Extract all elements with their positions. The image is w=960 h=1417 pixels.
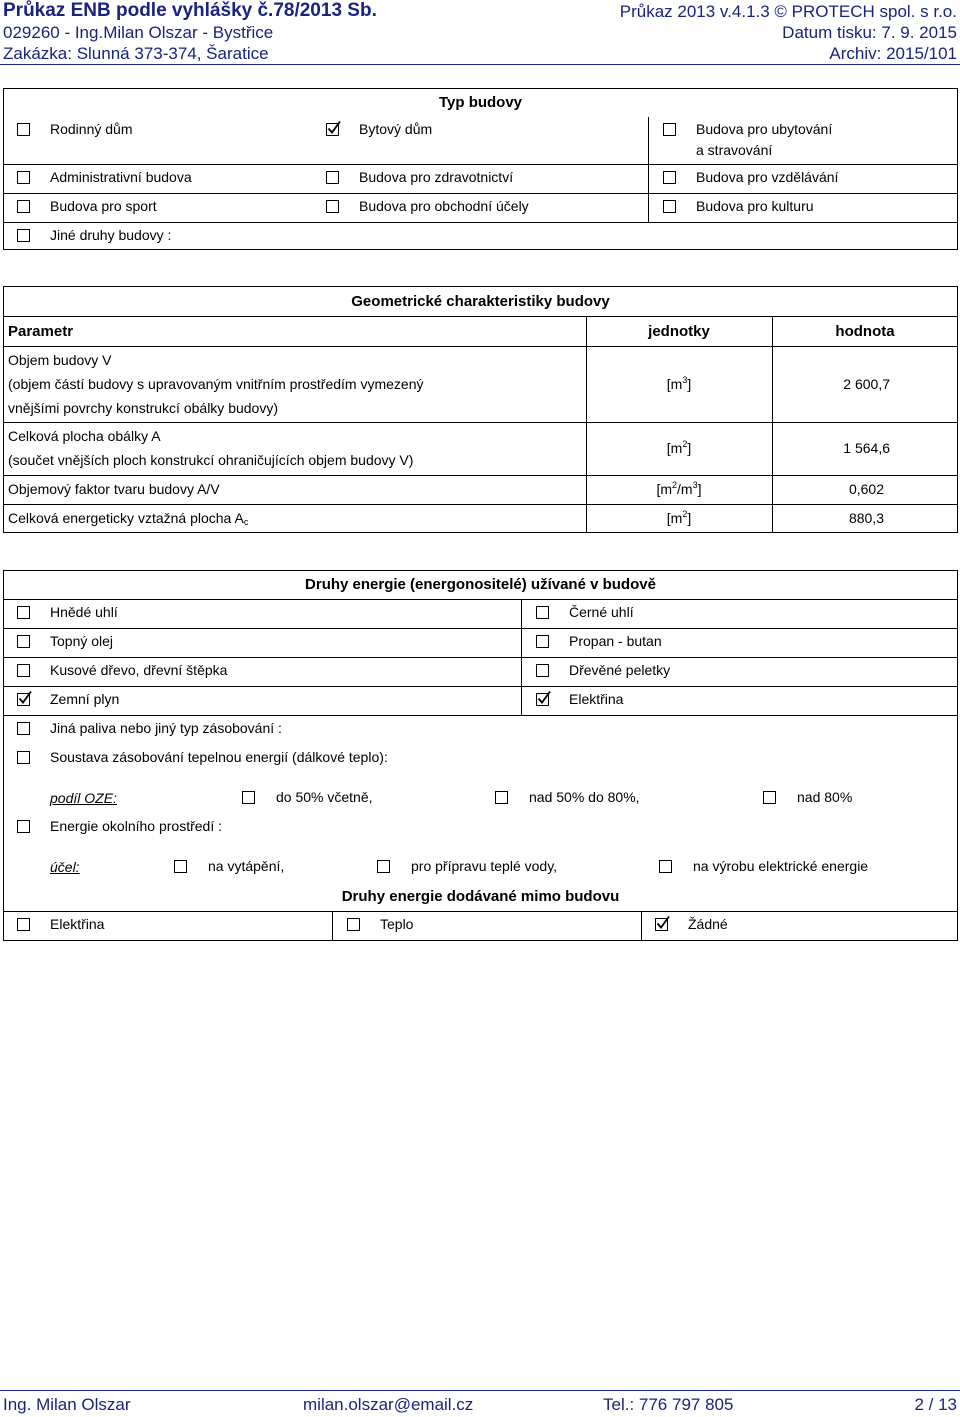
geom-row-1-line-3: vnějšími povrchy konstrukcí obálky budovy) xyxy=(8,400,278,416)
footer-rule xyxy=(0,1390,960,1391)
checkbox-administrativni[interactable] xyxy=(17,171,30,184)
label-rodinny-dum: Rodinný dům xyxy=(50,121,133,137)
checkbox-bytovy-dum[interactable] xyxy=(326,123,339,136)
checkbox-oze-do-50[interactable] xyxy=(242,791,255,804)
oze-share-label: podíl OZE: xyxy=(50,790,117,806)
label-propan-butan: Propan - butan xyxy=(569,633,662,649)
software-version: Průkaz 2013 v.4.1.3 © PROTECH spol. s r.o. xyxy=(619,2,957,21)
checkbox-jine[interactable] xyxy=(17,229,30,242)
checkbox-elektrina[interactable] xyxy=(536,693,549,706)
label-bytovy-dum: Bytový dům xyxy=(359,121,433,137)
checkmark-icon xyxy=(655,915,671,931)
checkbox-kultura[interactable] xyxy=(663,200,676,213)
checkbox-cerne-uhli[interactable] xyxy=(536,606,549,619)
geom-row-2-line-1: Celková plocha obálky A xyxy=(8,428,161,444)
label-vyroba-elektriny: na výrobu elektrické energie xyxy=(693,858,869,874)
checkbox-oze-50-80[interactable] xyxy=(495,791,508,804)
label-hnede-uhli: Hnědé uhlí xyxy=(50,604,118,620)
label-sport: Budova pro sport xyxy=(50,198,157,214)
checkbox-zemni-plyn[interactable] xyxy=(17,693,30,706)
label-supplied-elektrina: Elektřina xyxy=(50,916,105,932)
label-tepla-voda: pro přípravu teplé vody, xyxy=(411,858,558,874)
header-rule xyxy=(0,64,960,65)
label-energie-okoli: Energie okolního prostředí : xyxy=(50,818,222,834)
building-type-title: Typ budovy xyxy=(438,94,523,111)
checkbox-sport[interactable] xyxy=(17,200,30,213)
label-topny-olej: Topný olej xyxy=(50,633,114,649)
checkbox-ubytovani[interactable] xyxy=(663,123,676,136)
print-date: Datum tisku: 7. 9. 2015 xyxy=(782,23,957,42)
label-supplied-zadne: Žádné xyxy=(688,916,728,932)
checkbox-topny-olej[interactable] xyxy=(17,635,30,648)
label-oze-nad-80: nad 80% xyxy=(797,789,853,805)
checkbox-supplied-zadne[interactable] xyxy=(655,918,668,931)
checkbox-vzdelavani[interactable] xyxy=(663,171,676,184)
checkbox-vytapeni[interactable] xyxy=(174,860,187,873)
label-drevene-peletky: Dřevěné peletky xyxy=(569,662,671,678)
label-kultura: Budova pro kulturu xyxy=(696,198,814,214)
checkbox-tepla-voda[interactable] xyxy=(377,860,390,873)
checkbox-obchodni[interactable] xyxy=(326,200,339,213)
document-title: Průkaz ENB podle vyhlášky č.78/2013 Sb. xyxy=(3,0,377,21)
label-jine: Jiné druhy budovy : xyxy=(50,227,172,243)
checkbox-dalkove-teplo[interactable] xyxy=(17,751,30,764)
geom-row-3-unit: $[m^2/m^3]$ xyxy=(656,480,702,497)
geometry-title: Geometrické charakteristiky budovy xyxy=(351,293,610,310)
zakazka-line: Zakázka: Slunná 373-374, Šaratice xyxy=(3,44,269,63)
footer-email[interactable]: milan.olszar@email.cz xyxy=(303,1395,474,1414)
label-vzdelavani: Budova pro vzdělávání xyxy=(696,169,839,185)
label-supplied-teplo: Teplo xyxy=(380,916,414,932)
checkbox-oze-nad-80[interactable] xyxy=(763,791,776,804)
label-ubytovani: Budova pro ubytování xyxy=(696,121,833,137)
archive-number: Archiv: 2015/101 xyxy=(829,44,957,63)
geom-row-4-unit: $[m^2]$ xyxy=(666,509,692,526)
footer-page-number: 2 / 13 xyxy=(914,1395,957,1414)
label-vytapeni: na vytápění, xyxy=(208,858,285,874)
geom-row-1-value: 2 600,7 xyxy=(843,376,890,392)
col-value-header: hodnota xyxy=(835,323,895,340)
label-ubytovani-line-2: a stravování xyxy=(696,142,773,158)
label-kusove-drevo: Kusové dřevo, dřevní štěpka xyxy=(50,662,228,678)
geom-row-4-label: Celková energeticky vztažná plocha $A_c$ xyxy=(8,510,249,527)
col-unit-header: jednotky xyxy=(648,323,710,340)
geom-row-1-line-1: Objem budovy V xyxy=(8,352,112,368)
checkmark-icon xyxy=(326,120,342,136)
geom-row-1-line-2: (objem částí budovy s upravovaným vnitřním prostředím vymezený xyxy=(8,376,424,392)
label-oze-50-80: nad 50% do 80%, xyxy=(529,789,640,805)
checkbox-vyroba-elektriny[interactable] xyxy=(659,860,672,873)
checkbox-propan-butan[interactable] xyxy=(536,635,549,648)
footer-name: Ing. Milan Olszar xyxy=(3,1395,131,1414)
label-dalkove-teplo: Soustava zásobování tepelnou energií (dálkové teplo): xyxy=(50,749,388,765)
geom-row-2-line-2: (součet vnějších ploch konstrukcí ohraničujících objem budovy V) xyxy=(8,452,414,468)
checkbox-supplied-teplo[interactable] xyxy=(347,918,360,931)
label-obchodni: Budova pro obchodní účely xyxy=(359,198,529,214)
label-administrativni: Administrativní budova xyxy=(50,169,192,185)
footer-phone: Tel.: 776 797 805 xyxy=(603,1395,734,1414)
checkbox-drevene-peletky[interactable] xyxy=(536,664,549,677)
label-cerne-uhli: Černé uhlí xyxy=(569,604,634,620)
checkmark-icon xyxy=(17,690,33,706)
label-oze-do-50: do 50% včetně, xyxy=(276,789,373,805)
geom-row-1-unit: $[m^3]$ xyxy=(666,375,692,392)
label-zemni-plyn: Zemní plyn xyxy=(50,691,120,707)
checkbox-rodinny-dum[interactable] xyxy=(17,123,30,136)
label-jina-paliva: Jiná paliva nebo jiný typ zásobování : xyxy=(50,720,282,736)
checkbox-zdravotnictvi[interactable] xyxy=(326,171,339,184)
geom-row-2-value: 1 564,6 xyxy=(843,440,890,456)
geom-row-3-label: Objemový faktor tvaru budovy A/V xyxy=(8,481,220,497)
geom-row-2-unit: $[m^2]$ xyxy=(666,439,692,456)
geom-row-4-value: 880,3 xyxy=(848,510,884,526)
col-param-header: Parametr xyxy=(8,323,74,340)
checkbox-jina-paliva[interactable] xyxy=(17,722,30,735)
checkbox-kusove-drevo[interactable] xyxy=(17,664,30,677)
supplied-title: Druhy energie dodávané mimo budovu xyxy=(341,888,620,905)
label-zdravotnictvi: Budova pro zdravotnictví xyxy=(359,169,514,185)
author-line: 029260 - Ing.Milan Olszar - Bystřice xyxy=(3,23,274,42)
checkbox-hnede-uhli[interactable] xyxy=(17,606,30,619)
geom-row-3-value: 0,602 xyxy=(848,481,884,497)
energy-title: Druhy energie (energonositelé) užívané v budově xyxy=(305,576,656,593)
purpose-label: účel: xyxy=(50,859,80,875)
checkmark-icon xyxy=(536,690,552,706)
label-elektrina: Elektřina xyxy=(569,691,624,707)
checkbox-supplied-elektrina[interactable] xyxy=(17,918,30,931)
checkbox-energie-okoli[interactable] xyxy=(17,820,30,833)
